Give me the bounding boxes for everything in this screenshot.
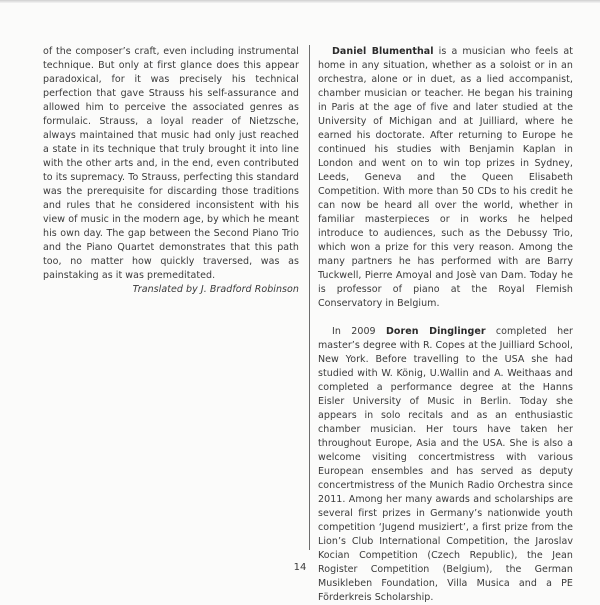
bio-blumenthal — [318, 45, 573, 311]
bio-name: Doren Dinglinger — [385, 326, 486, 337]
bio-text: completed her master’s degree with R. Copes at the Juilliard School, New York. Before travelling to the USA she had studied with W. König, U.Wallin and A. Weithaas and completed a performance degree at the Hanns Eisler University of Music in Berlin. Today she appears in solo recitals and as an enthusiastic chamber musician. Her tours have taken her throughout Europe, Asia and the USA. She is also a welcome visiting concertmistress with various European ensembles and has served as deputy concertmistress of the Munich Radio Orchestra since 2011. Among her many awards and scholarships are several first prizes in Germany’s nationwide youth competition ‘Jugend musiziert’, a first prize from the Lion’s Club International Competition, the Jaroslav Kocian Competition (Czech Republic), the Jean Rogister Competition (Belgium), the German Musikleben Foundation, Villa Musica and a PE Förderkreis Scholarship. — [318, 326, 573, 603]
column-divider — [309, 45, 310, 550]
page-top-shadow — [0, 0, 600, 3]
page-number: 14 — [293, 562, 307, 573]
right-column — [318, 45, 573, 605]
translator-credit: Translated by J. Bradford Robinson — [132, 284, 299, 295]
essay-paragraph: of the composer’s craft, even including instrumental technique. But only at first glance does this appear paradoxical, for it was precisely his technical perfection that gave Strauss his self-assurance and allowed him to perceive the associated genres as formulaic. Strauss, a loyal reader of Nietzsche, always maintained that music had only just reached a state in its technique that truly brought it into line with the other arts and, in the end, even contributed to its supremacy. To Strauss, perfecting this standard was the prerequisite for discarding those traditions and rules that he considered inconsistent with his view of music in the modern age, by which he meant his own day. The gap between the Second Piano Trio and the Piano Quartet demonstrates that this path too, no matter how quickly traversed, was as painstaking as it was premeditated. — [43, 46, 299, 281]
bio-name: Daniel Blumenthal — [332, 46, 434, 57]
bio-text: is a musician who feels at home in any situation, whether as a soloist or in an orchestra, alone or in duet, as a lied accompanist, chamber musician or teacher. He began his training in Paris at the age of five and later studied at the University of Michigan and at Juilliard, where he earned his doctorate. After returning to Europe he continued his studies with Benjamin Kaplan in London and went on to win top prizes in Sydney, Leeds, Geneva and the Queen Elisabeth Competition. With more than 50 CDs to his credit he can now be heard all over the world, whether in familiar masterpieces or in works he helped introduce to audiences, such as the Debussy Trio, which won a prize for this very reason. Among the many partners he has performed with are Barry Tuckwell, Pierre Amoyal and Josè van Dam. Today he is professor of piano at the Royal Flemish Conservatory in Belgium. — [318, 46, 573, 309]
left-column — [43, 45, 299, 297]
bio-prefix: In 2009 — [332, 326, 386, 337]
